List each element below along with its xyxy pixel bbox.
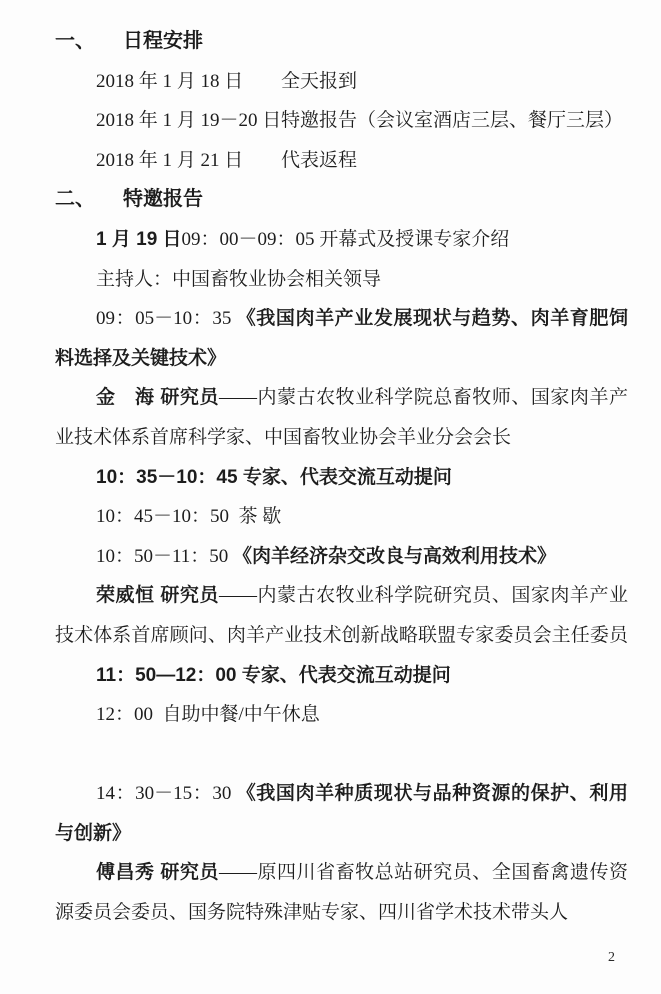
section-title: 日程安排 <box>123 30 203 52</box>
agenda-item: 12：00 自助中餐/中午休息 <box>96 704 320 726</box>
speaker-bio: ——原四川省畜牧总站研究员、全国畜禽遗传资 <box>218 862 628 884</box>
speaker-name: 金 海 研究员 <box>96 387 219 409</box>
section-title: 特邀报告 <box>123 188 203 211</box>
schedule-row-departure <box>55 141 628 181</box>
section-2-heading <box>55 180 628 220</box>
blank-line <box>55 735 628 775</box>
lecture-title: 与创新》 <box>55 822 132 844</box>
speaker-3-line-1 <box>55 853 628 893</box>
document-content <box>55 22 628 933</box>
speaker-bio: 业技术体系首席科学家、中国畜牧业协会羊业分会会长 <box>55 426 512 448</box>
agenda-item: 10：45－10：50 茶 歇 <box>96 506 282 528</box>
speaker-name: 荣威恒 研究员 <box>96 585 219 607</box>
section-1-heading <box>55 22 628 62</box>
section-number: 一、 <box>55 30 95 52</box>
schedule-desc: 代表返程 <box>281 149 358 171</box>
speaker-bio: ——内蒙古农牧业科学院总畜牧师、国家肉羊产 <box>218 387 628 409</box>
speaker-bio: ——内蒙古农牧业科学院研究员、国家肉羊产业 <box>218 585 628 607</box>
lecture-title: 《肉羊经济杂交改良与高效利用技术》 <box>233 545 557 567</box>
schedule-row-arrival <box>55 62 628 102</box>
agenda-lecture-3-line-1 <box>55 774 628 814</box>
schedule-date: 2018 年 1 月 18 日 <box>96 70 244 92</box>
lecture-title: 料选择及关键技术》 <box>55 347 227 369</box>
agenda-item: 10：35－10：45 专家、代表交流互动提问 <box>96 466 452 488</box>
agenda-item: 09：00－09：05 开幕式及授课专家介绍 <box>181 228 510 250</box>
speaker-bio: 技术体系首席顾问、肉羊产业技术创新战略联盟专家委员会主任委员 <box>55 624 628 646</box>
agenda-lunch <box>55 695 628 735</box>
speaker-1-line-1 <box>55 378 628 418</box>
speaker-bio: 源委员会委员、国务院特殊津贴专家、四川省学术技术带头人 <box>55 902 569 924</box>
agenda-date: 1 月 19 日 <box>96 228 182 250</box>
speaker-name: 傅昌秀 研究员 <box>96 862 219 884</box>
agenda-time: 14：30－15：30 <box>96 783 237 805</box>
speaker-1-line-2 <box>55 418 628 458</box>
agenda-time: 09：05－10：35 <box>96 308 237 330</box>
page-number: 2 <box>608 950 615 965</box>
agenda-tea-break <box>55 497 628 537</box>
speaker-3-line-2 <box>55 893 628 933</box>
schedule-date: 2018 年 1 月 21 日 <box>96 149 244 171</box>
agenda-qa-2 <box>55 656 628 696</box>
agenda-lecture-1-line-2 <box>55 339 628 379</box>
host-text: 主持人：中国畜牧业协会相关领导 <box>96 268 382 290</box>
agenda-lecture-3-line-2 <box>55 814 628 854</box>
schedule-desc: 特邀报告（会议室酒店三层、餐厅三层） <box>281 110 624 132</box>
agenda-lecture-1-line-1 <box>55 299 628 339</box>
agenda-time: 10：50－11：50 <box>96 545 234 567</box>
agenda-qa-1 <box>55 458 628 498</box>
schedule-desc: 全天报到 <box>281 70 358 92</box>
section-number: 二、 <box>55 188 95 211</box>
lecture-title: 《我国肉羊产业发展现状与趋势、肉羊育肥饲 <box>236 308 628 330</box>
agenda-host <box>55 260 628 300</box>
schedule-date: 2018 年 1 月 19－20 日 <box>96 110 282 132</box>
schedule-row-reports <box>55 101 628 141</box>
speaker-2-line-2 <box>55 616 628 656</box>
speaker-2-line-1 <box>55 576 628 616</box>
agenda-lecture-2 <box>55 537 628 577</box>
agenda-item: 11：50—12：00 专家、代表交流互动提问 <box>96 664 451 686</box>
agenda-opening <box>55 220 628 260</box>
lecture-title: 《我国肉羊种质现状与品种资源的保护、利用 <box>236 783 628 805</box>
